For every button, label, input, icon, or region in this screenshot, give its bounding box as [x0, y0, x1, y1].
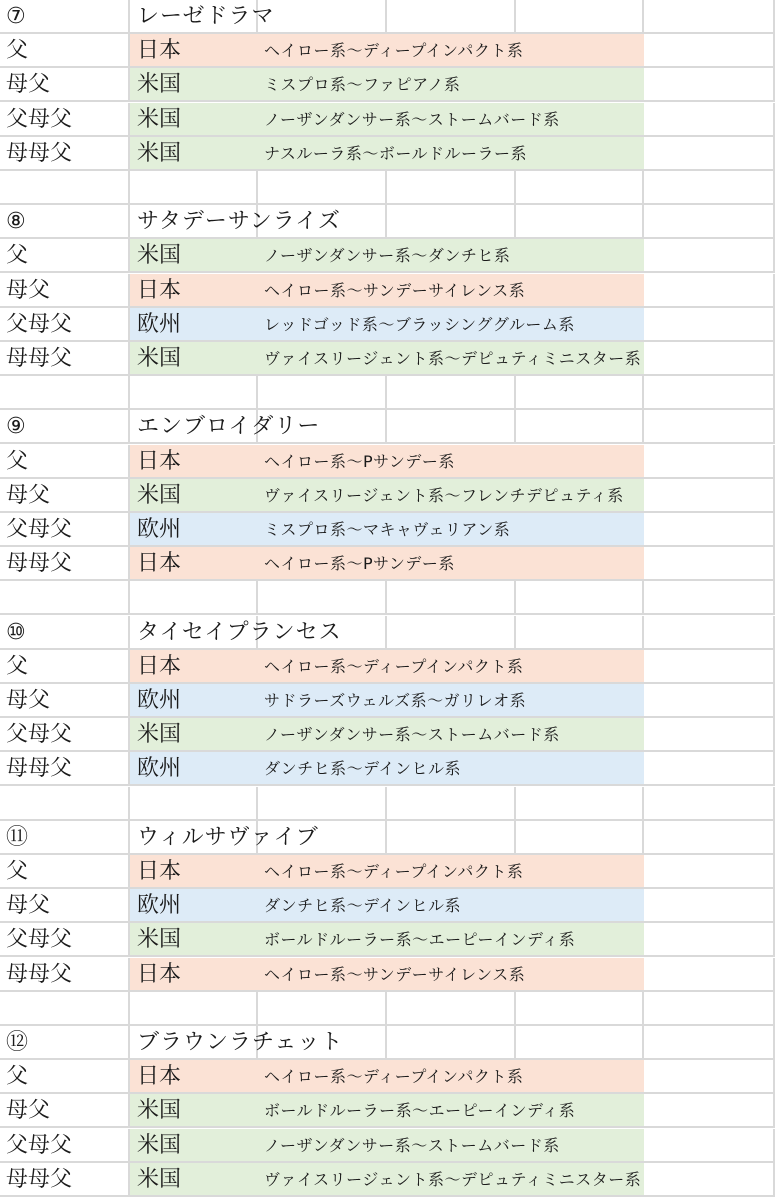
horse-name: ウィルサヴァイブ	[137, 825, 319, 850]
grid-cell[interactable]	[0, 581, 130, 615]
pedigree-row	[0, 752, 775, 786]
pedigree-row	[0, 889, 775, 923]
pedigree-row	[0, 923, 775, 957]
grid-cell[interactable]	[387, 410, 516, 444]
horse-name: エンブロイダリー	[137, 414, 321, 439]
grid-cell[interactable]	[644, 616, 775, 650]
region-value: 米国	[137, 107, 182, 132]
pedigree-position-label: 母母父	[6, 756, 73, 781]
region-value: 米国	[137, 483, 182, 508]
entry-number: ⑫	[6, 1030, 29, 1055]
spacer-row	[0, 992, 775, 1026]
grid-cell[interactable]	[516, 410, 644, 444]
spacer-row	[0, 581, 775, 615]
pedigree-row	[0, 445, 775, 479]
grid-cell[interactable]	[387, 376, 516, 410]
sire-line-value: ヘイロー系～ディープインパクト系	[264, 41, 524, 60]
pedigree-row	[0, 342, 775, 376]
sire-line-value: ノーザンダンサー系～ストームバード系	[264, 1136, 560, 1155]
sire-line-value: ミスプロ系～ファピアノ系	[264, 75, 461, 94]
section-header-row	[0, 205, 775, 239]
pedigree-position-label: 父母父	[6, 927, 73, 952]
grid-cell[interactable]	[258, 787, 387, 821]
region-value: 日本	[137, 962, 182, 987]
grid-cell[interactable]	[644, 650, 775, 684]
grid-cell[interactable]	[0, 376, 130, 410]
grid-cell[interactable]	[644, 137, 775, 171]
pedigree-row	[0, 1094, 775, 1128]
region-value: 日本	[137, 551, 182, 576]
sire-line-value: ミスプロ系～マキャヴェリアン系	[264, 520, 511, 539]
region-value: 米国	[137, 1167, 182, 1192]
grid-cell[interactable]	[258, 171, 387, 205]
grid-cell[interactable]	[516, 616, 644, 650]
grid-cell[interactable]	[644, 855, 775, 889]
grid-cell[interactable]	[516, 1026, 644, 1060]
grid-cell[interactable]	[387, 787, 516, 821]
grid-cell[interactable]	[516, 992, 644, 1026]
grid-cell[interactable]	[644, 410, 775, 444]
pedigree-row	[0, 308, 775, 342]
pedigree-row	[0, 239, 775, 273]
pedigree-position-label: 母父	[6, 1098, 51, 1123]
region-value: 日本	[137, 859, 182, 884]
grid-cell[interactable]	[644, 239, 775, 273]
grid-cell[interactable]	[644, 547, 775, 581]
grid-cell[interactable]	[644, 205, 775, 239]
pedigree-position-label: 父	[6, 654, 29, 679]
sire-line-value: ヘイロー系～ディープインパクト系	[264, 1067, 524, 1086]
pedigree-row	[0, 479, 775, 513]
grid-cell[interactable]	[644, 1163, 775, 1197]
grid-cell[interactable]	[387, 821, 516, 855]
pedigree-position-label: 母母父	[6, 1167, 73, 1192]
pedigree-position-label: 父	[6, 38, 29, 63]
section-header-row	[0, 616, 775, 650]
pedigree-row	[0, 718, 775, 752]
pedigree-row	[0, 137, 775, 171]
region-value: 米国	[137, 346, 182, 371]
pedigree-position-label: 父母父	[6, 722, 73, 747]
pedigree-row	[0, 1163, 775, 1197]
pedigree-position-label: 母母父	[6, 551, 73, 576]
pedigree-position-label: 母父	[6, 278, 51, 303]
grid-cell[interactable]	[516, 171, 644, 205]
grid-cell[interactable]	[644, 513, 775, 547]
region-value: 日本	[137, 38, 182, 63]
region-value: 米国	[137, 1098, 182, 1123]
grid-cell[interactable]	[387, 171, 516, 205]
grid-cell[interactable]	[130, 376, 258, 410]
sire-line-value: ヴァイスリージェント系～デピュティミニスター系	[264, 1170, 642, 1189]
grid-cell[interactable]	[644, 1129, 775, 1163]
section-header-row	[0, 410, 775, 444]
pedigree-position-label: 父母父	[6, 1133, 73, 1158]
sire-line-value: ノーザンダンサー系～ストームバード系	[264, 725, 560, 744]
pedigree-position-label: 母父	[6, 688, 51, 713]
grid-cell[interactable]	[0, 992, 130, 1026]
section-header-row	[0, 0, 775, 34]
grid-cell[interactable]	[130, 581, 258, 615]
region-value: 日本	[137, 654, 182, 679]
grid-cell[interactable]	[644, 718, 775, 752]
sire-line-value: ヘイロー系～サンデーサイレンス系	[264, 965, 526, 984]
pedigree-row	[0, 68, 775, 102]
pedigree-position-label: 母父	[6, 483, 51, 508]
pedigree-position-label: 母父	[6, 72, 51, 97]
horse-name: サタデーサンライズ	[137, 209, 341, 234]
grid-cell[interactable]	[516, 205, 644, 239]
grid-cell[interactable]	[387, 616, 516, 650]
pedigree-position-label: 父	[6, 243, 29, 268]
section-header-row	[0, 821, 775, 855]
horse-name: レーゼドラマ	[137, 4, 275, 29]
pedigree-row	[0, 684, 775, 718]
grid-cell[interactable]	[644, 1094, 775, 1128]
sire-line-value: ヴァイスリージェント系～フレンチデピュティ系	[264, 486, 624, 505]
sire-line-value: ナスルーラ系～ボールドルーラー系	[264, 144, 528, 163]
region-value: 日本	[137, 278, 182, 303]
pedigree-row	[0, 34, 775, 68]
grid-cell[interactable]	[644, 171, 775, 205]
grid-cell[interactable]	[516, 376, 644, 410]
region-value: 米国	[137, 141, 182, 166]
grid-cell[interactable]	[644, 479, 775, 513]
grid-cell[interactable]	[644, 1026, 775, 1060]
sire-line-value: ノーザンダンサー系～ダンチヒ系	[264, 246, 511, 265]
pedigree-row	[0, 274, 775, 308]
grid-cell[interactable]	[644, 889, 775, 923]
grid-cell[interactable]	[258, 581, 387, 615]
sire-line-value: ヘイロー系～サンデーサイレンス系	[264, 281, 526, 300]
grid-cell[interactable]	[0, 787, 130, 821]
sire-line-value: ヘイロー系～ディープインパクト系	[264, 862, 524, 881]
region-value: 米国	[137, 722, 182, 747]
pedigree-position-label: 父	[6, 859, 29, 884]
pedigree-position-label: 母母父	[6, 141, 73, 166]
grid-cell[interactable]	[644, 376, 775, 410]
sire-line-value: ヘイロー系～Pサンデー系	[264, 554, 455, 573]
grid-cell[interactable]	[644, 821, 775, 855]
grid-cell[interactable]	[130, 992, 258, 1026]
pedigree-row	[0, 103, 775, 137]
grid-cell[interactable]	[644, 958, 775, 992]
grid-cell[interactable]	[387, 992, 516, 1026]
grid-cell[interactable]	[516, 581, 644, 615]
pedigree-position-label: 母母父	[6, 962, 73, 987]
pedigree-position-label: 母父	[6, 893, 51, 918]
grid-cell[interactable]	[644, 923, 775, 957]
sire-line-value: ボールドルーラー系～エーピーインディ系	[264, 930, 576, 949]
grid-cell[interactable]	[0, 171, 130, 205]
sire-line-value: ボールドルーラー系～エーピーインディ系	[264, 1101, 576, 1120]
spacer-row	[0, 376, 775, 410]
grid-cell[interactable]	[644, 752, 775, 786]
region-value: 米国	[137, 1133, 182, 1158]
grid-cell[interactable]	[258, 376, 387, 410]
entry-number: ⑦	[6, 4, 26, 29]
pedigree-position-label: 父母父	[6, 312, 73, 337]
grid-cell[interactable]	[130, 787, 258, 821]
region-value: 欧州	[137, 688, 182, 713]
grid-cell[interactable]	[387, 0, 516, 34]
spacer-row	[0, 171, 775, 205]
horse-name: ブラウンラチェット	[137, 1030, 344, 1055]
sire-line-value: ヴァイスリージェント系～デピュティミニスター系	[264, 349, 642, 368]
grid-cell[interactable]	[644, 274, 775, 308]
pedigree-position-label: 父母父	[6, 107, 73, 132]
sire-line-value: ヘイロー系～ディープインパクト系	[264, 657, 524, 676]
pedigree-row	[0, 547, 775, 581]
sire-line-value: ヘイロー系～Pサンデー系	[264, 452, 455, 471]
grid-cell[interactable]	[387, 205, 516, 239]
pedigree-row	[0, 513, 775, 547]
pedigree-position-label: 父	[6, 449, 29, 474]
grid-cell[interactable]	[516, 821, 644, 855]
pedigree-row	[0, 855, 775, 889]
grid-cell[interactable]	[387, 1026, 516, 1060]
grid-cell[interactable]	[516, 0, 644, 34]
grid-cell[interactable]	[644, 0, 775, 34]
section-header-row	[0, 1026, 775, 1060]
pedigree-row	[0, 1060, 775, 1094]
sire-line-value: レッドゴッド系～ブラッシンググルーム系	[264, 315, 575, 334]
pedigree-row	[0, 650, 775, 684]
entry-number: ⑪	[6, 825, 29, 850]
pedigree-position-label: 父	[6, 1064, 29, 1089]
region-value: 米国	[137, 927, 182, 952]
grid-cell[interactable]	[644, 581, 775, 615]
grid-cell[interactable]	[258, 992, 387, 1026]
grid-cell[interactable]	[644, 684, 775, 718]
grid-cell[interactable]	[644, 103, 775, 137]
grid-cell[interactable]	[644, 68, 775, 102]
grid-cell[interactable]	[130, 171, 258, 205]
region-value: 米国	[137, 72, 182, 97]
sire-line-value: ダンチヒ系～デインヒル系	[264, 896, 462, 915]
region-value: 欧州	[137, 517, 182, 542]
region-value: 欧州	[137, 893, 182, 918]
pedigree-position-label: 母母父	[6, 346, 73, 371]
grid-cell[interactable]	[387, 581, 516, 615]
entry-number: ⑧	[6, 209, 26, 234]
entry-number: ⑩	[6, 620, 26, 645]
sire-line-value: サドラーズウェルズ系～ガリレオ系	[264, 691, 527, 710]
pedigree-row	[0, 958, 775, 992]
pedigree-row	[0, 1129, 775, 1163]
pedigree-position-label: 父母父	[6, 517, 73, 542]
spacer-row	[0, 787, 775, 821]
grid-cell[interactable]	[644, 787, 775, 821]
grid-cell[interactable]	[516, 787, 644, 821]
region-value: 欧州	[137, 756, 182, 781]
region-value: 米国	[137, 243, 182, 268]
region-value: 欧州	[137, 312, 182, 337]
sire-line-value: ノーザンダンサー系～ストームバード系	[264, 110, 560, 129]
horse-name: タイセイプランセス	[137, 620, 342, 645]
entry-number: ⑨	[6, 414, 26, 439]
grid-cell[interactable]	[644, 1060, 775, 1094]
grid-cell[interactable]	[644, 308, 775, 342]
grid-cell[interactable]	[644, 342, 775, 376]
region-value: 日本	[137, 1064, 182, 1089]
region-value: 日本	[137, 449, 182, 474]
grid-cell[interactable]	[644, 34, 775, 68]
grid-cell[interactable]	[644, 992, 775, 1026]
sire-line-value: ダンチヒ系～デインヒル系	[264, 759, 462, 778]
grid-cell[interactable]	[258, 0, 387, 34]
grid-cell[interactable]	[644, 445, 775, 479]
